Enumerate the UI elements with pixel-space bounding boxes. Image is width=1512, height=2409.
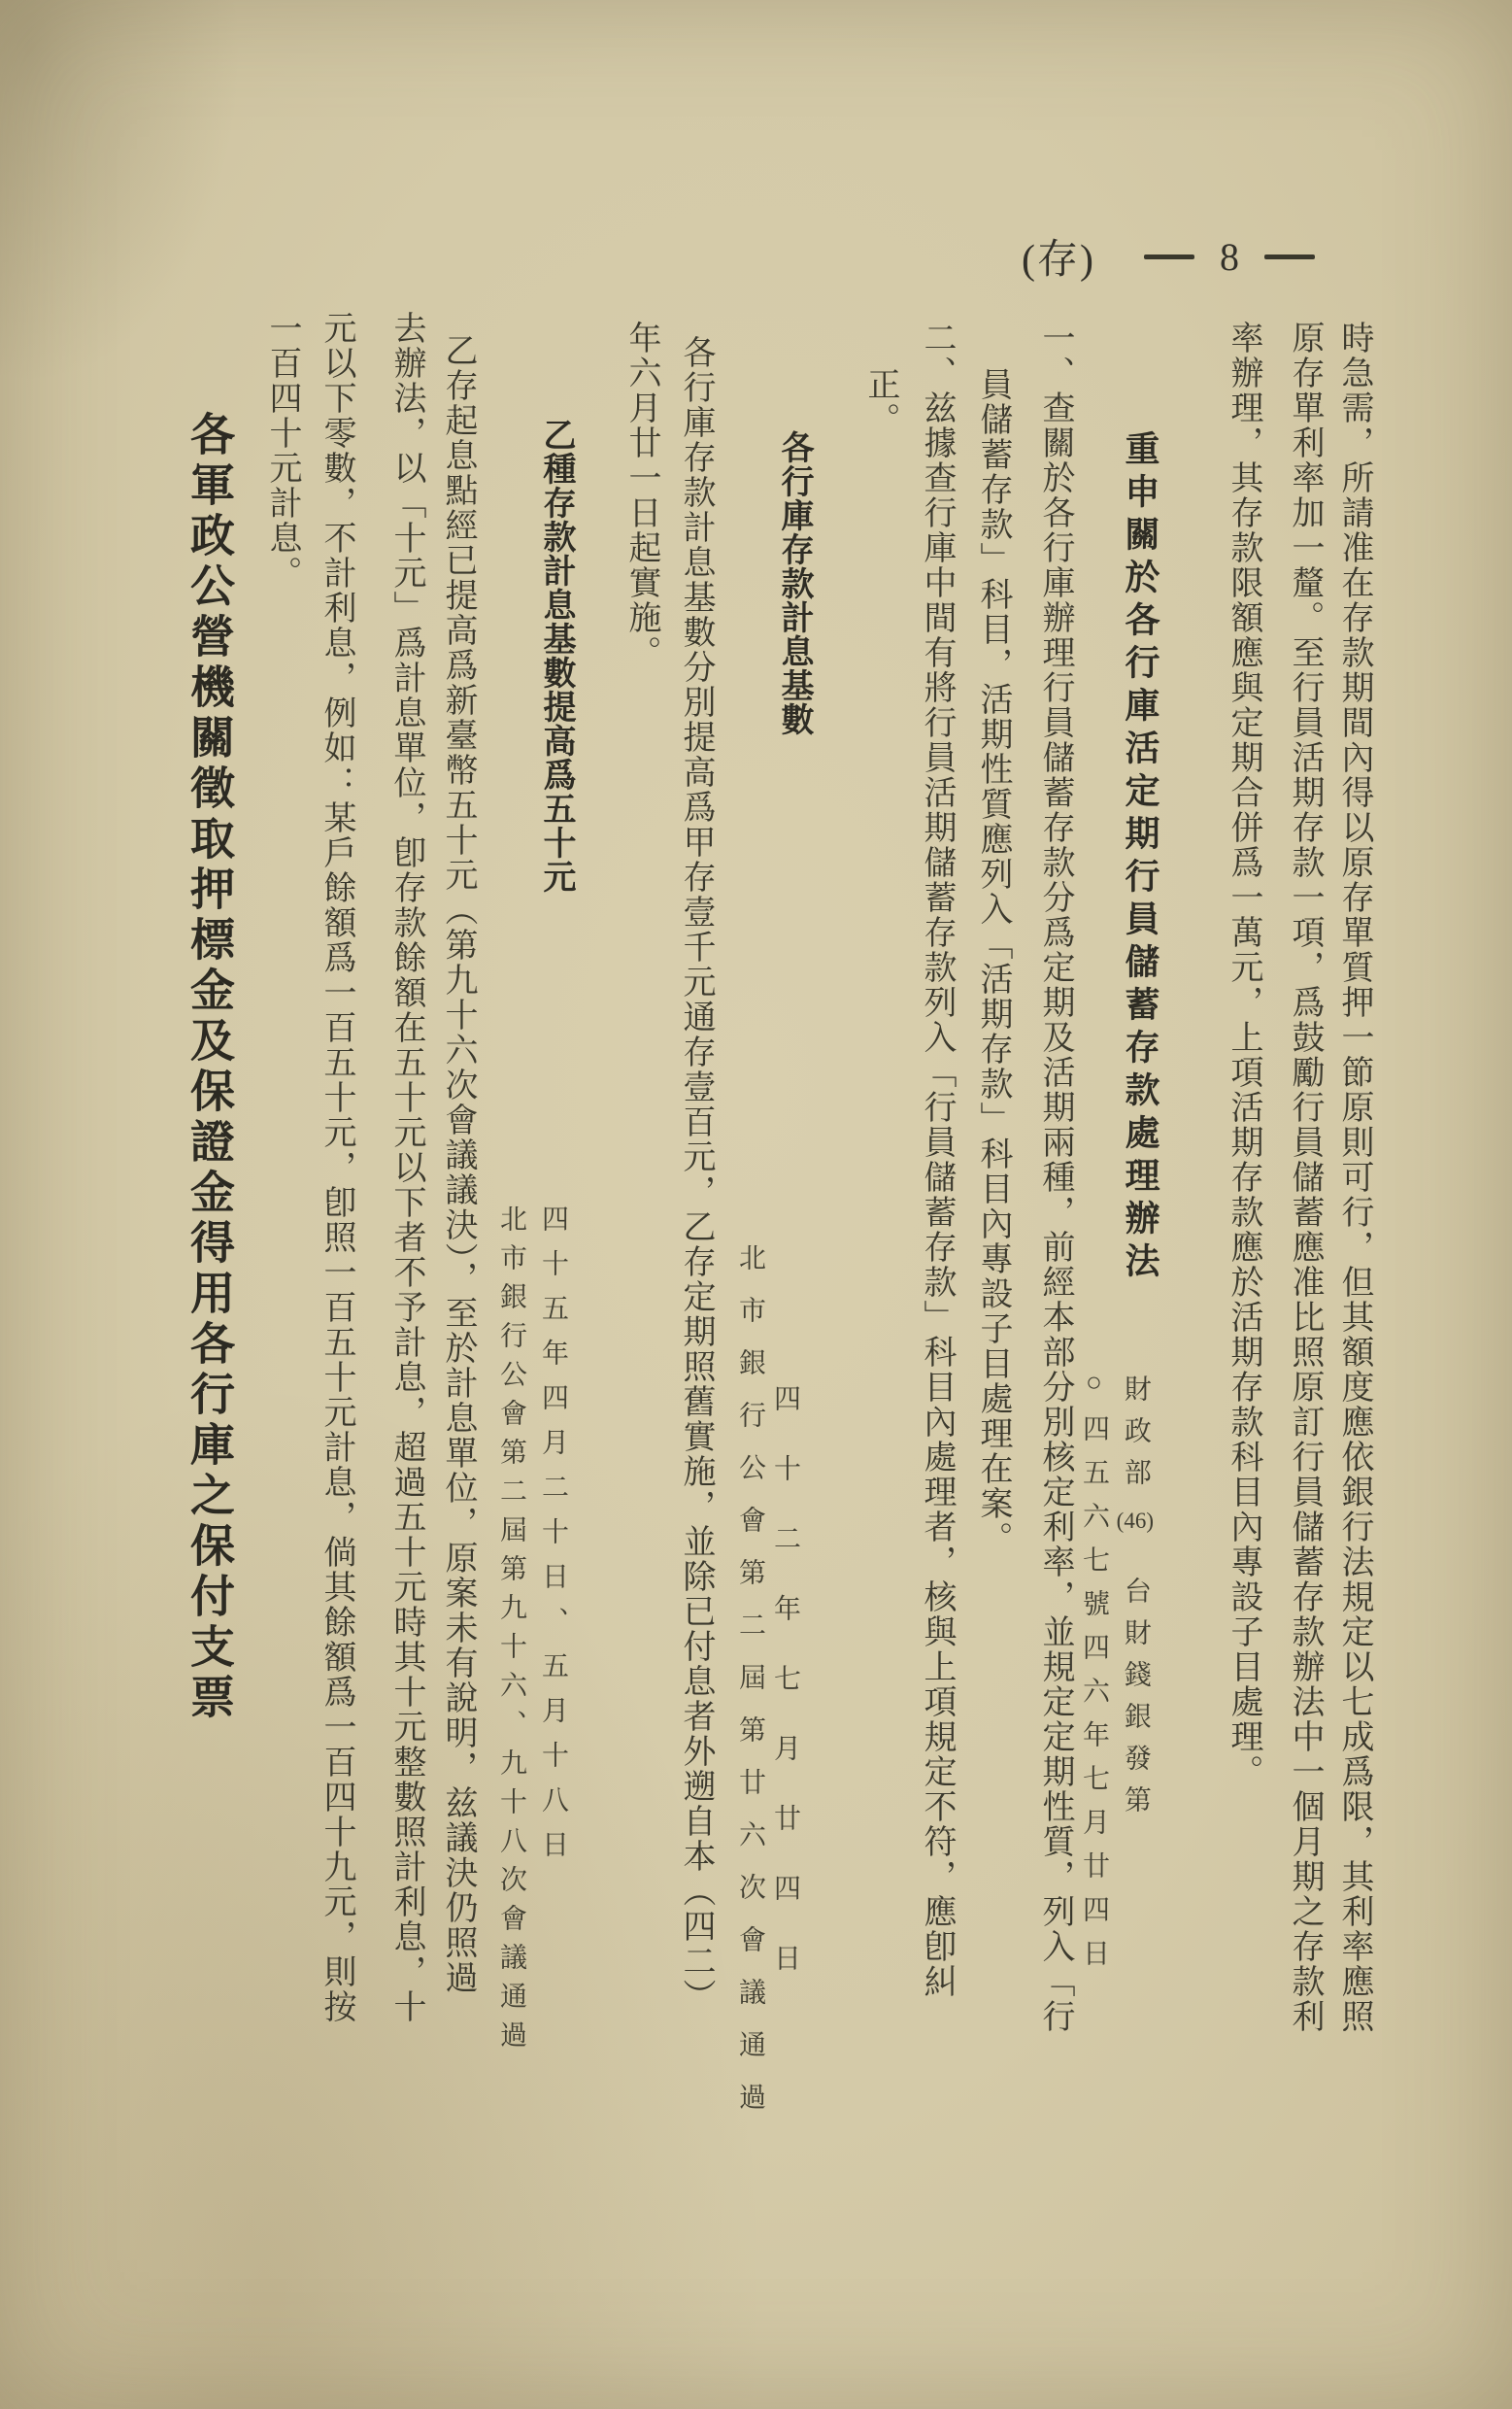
text-column: 時急需，所請准在存款期間內得以原存單質押一節原則可行，但其額度應依銀行法規定以七成爲限，其利率應照 (1336, 321, 1372, 2034)
text-column: 各行庫存款計息基數分別提高爲甲存壹千元通存壹百元，乙存定期照舊實施，並除已付息者外遡自本（四二） (678, 335, 714, 2014)
meeting-date-line: 四十二年七月廿四日 (770, 1384, 800, 2014)
list-item-column: 一、查關於各行庫辦理行員儲蓄存款分爲定期及活期兩種，前經本部分別核定利率，並規定定期性質，列入「行 (1037, 321, 1073, 2034)
list-item-continuation: 員儲蓄存款」科目，活期性質應列入「活期存款」科目內專設子目處理在案。 (975, 367, 1011, 1556)
source-agency: 財政部 (1120, 1374, 1151, 1500)
list-item-column: 二、兹據查行庫中間有將行員活期儲蓄存款列入「行員儲蓄存款」科目內處理者，核與上項規定不符，應卽糾 (919, 321, 955, 1999)
text-column: 乙存起息點經已提高爲新臺幣五十元（第九十六次會議議決），至於計息單位，原案未有說明，兹議決仍照過 (440, 333, 476, 1995)
section-heading: 各行庫存款計息基數 (776, 430, 812, 736)
page-number: 8 (1219, 234, 1239, 279)
source-doc-number-date: ○四五六七號四六年七月廿四日 (1079, 1368, 1109, 1983)
text-column: 元以下零數，不計利息，例如：某戶餘額爲一百五十元，卽照一百五十元計息，倘其餘額爲一百四十九元，則按 (319, 311, 354, 2024)
list-item-continuation: 正。 (862, 367, 898, 437)
section-heading: 各軍政公營機關徵取押標金及保證金得用各行庫之保付支票 (185, 411, 234, 1724)
section-heading: 重申關於各行庫活定期行員儲蓄存款處理辦法 (1121, 430, 1159, 1285)
source-attribution-line (1117, 1374, 1154, 1827)
meeting-approval-line: 北市銀行公會第二屆第廿六次會議通過 (735, 1243, 765, 2135)
page-header (1022, 227, 1315, 286)
text-column: 原存單利率加一釐。至行員活期存款一項，爲鼓勵行員儲蓄應准比照原訂行員儲蓄存款辦法中一個月期之存款利 (1287, 321, 1323, 2034)
source-doc-series: 台財錢銀發第 (1120, 1576, 1151, 1827)
dash-icon (1264, 254, 1315, 259)
text-column: 年六月廿一日起實施。 (623, 321, 659, 670)
meeting-date-line: 四十五年四月二十日、五月十八日 (538, 1204, 568, 1875)
text-column: 一百四十元計息。 (264, 311, 300, 591)
category-marker: (存) (1022, 238, 1095, 283)
dash-icon (1144, 254, 1194, 259)
source-year-number: (46) (1116, 1509, 1154, 1533)
text-column: 去辦法，以「十元」爲計息單位，卽存款餘額在五十元以下者不予計息，超過五十元時其十元整數照計利息，十 (388, 311, 424, 2024)
text-column: 率辦理，其存款限額應與定期合併爲一萬元，上項活期存款應於活期存款科目內專設子目處理。 (1226, 321, 1261, 1789)
meeting-approval-line: 北市銀行公會第二屆第九十六、九十八次會議通過 (496, 1204, 526, 2059)
section-heading: 乙種存款計息基數提高爲五十元 (538, 418, 574, 894)
